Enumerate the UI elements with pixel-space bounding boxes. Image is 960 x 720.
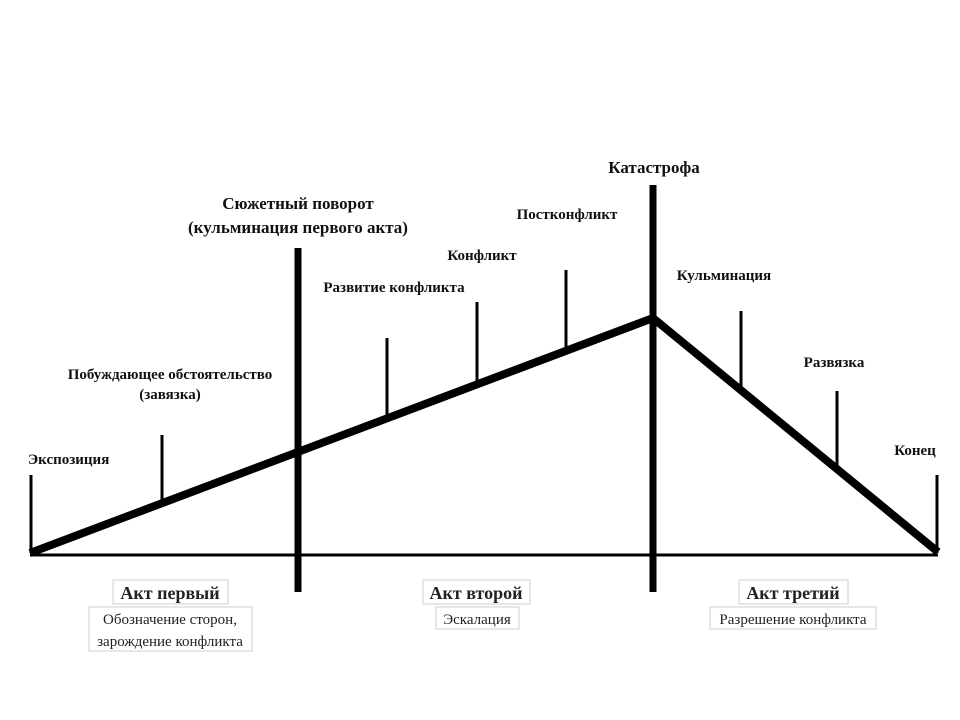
label-postconflict: Постконфликт bbox=[516, 207, 618, 223]
act1-title: Акт первый bbox=[120, 583, 220, 603]
act1-desc-line1: Обозначение сторон, bbox=[103, 612, 237, 628]
label-plot-turn-line2: (кульминация первого акта) bbox=[188, 218, 408, 237]
act3-title: Акт третий bbox=[746, 583, 840, 603]
label-conflict: Конфликт bbox=[447, 248, 517, 264]
label-climax: Кульминация bbox=[676, 268, 772, 284]
label-plot-turn-line1: Сюжетный поворот bbox=[222, 194, 374, 213]
act2-desc-line1: Эскалация bbox=[443, 612, 511, 628]
label-end: Конец bbox=[894, 443, 936, 459]
act1-desc-line2: зарождение конфликта bbox=[97, 634, 243, 650]
act2-title: Акт второй bbox=[429, 583, 523, 603]
label-catastrophe: Катастрофа bbox=[608, 158, 700, 177]
act3-desc-line1: Разрешение конфликта bbox=[719, 612, 867, 628]
label-exposition: Экспозиция bbox=[28, 452, 110, 468]
label-inciting-line1: Побуждающее обстоятельство bbox=[67, 367, 273, 383]
label-development: Развитие конфликта bbox=[323, 280, 465, 296]
label-denouement: Развязка bbox=[803, 355, 865, 371]
tension-line bbox=[30, 318, 938, 553]
label-inciting-line2: (завязка) bbox=[139, 387, 201, 403]
